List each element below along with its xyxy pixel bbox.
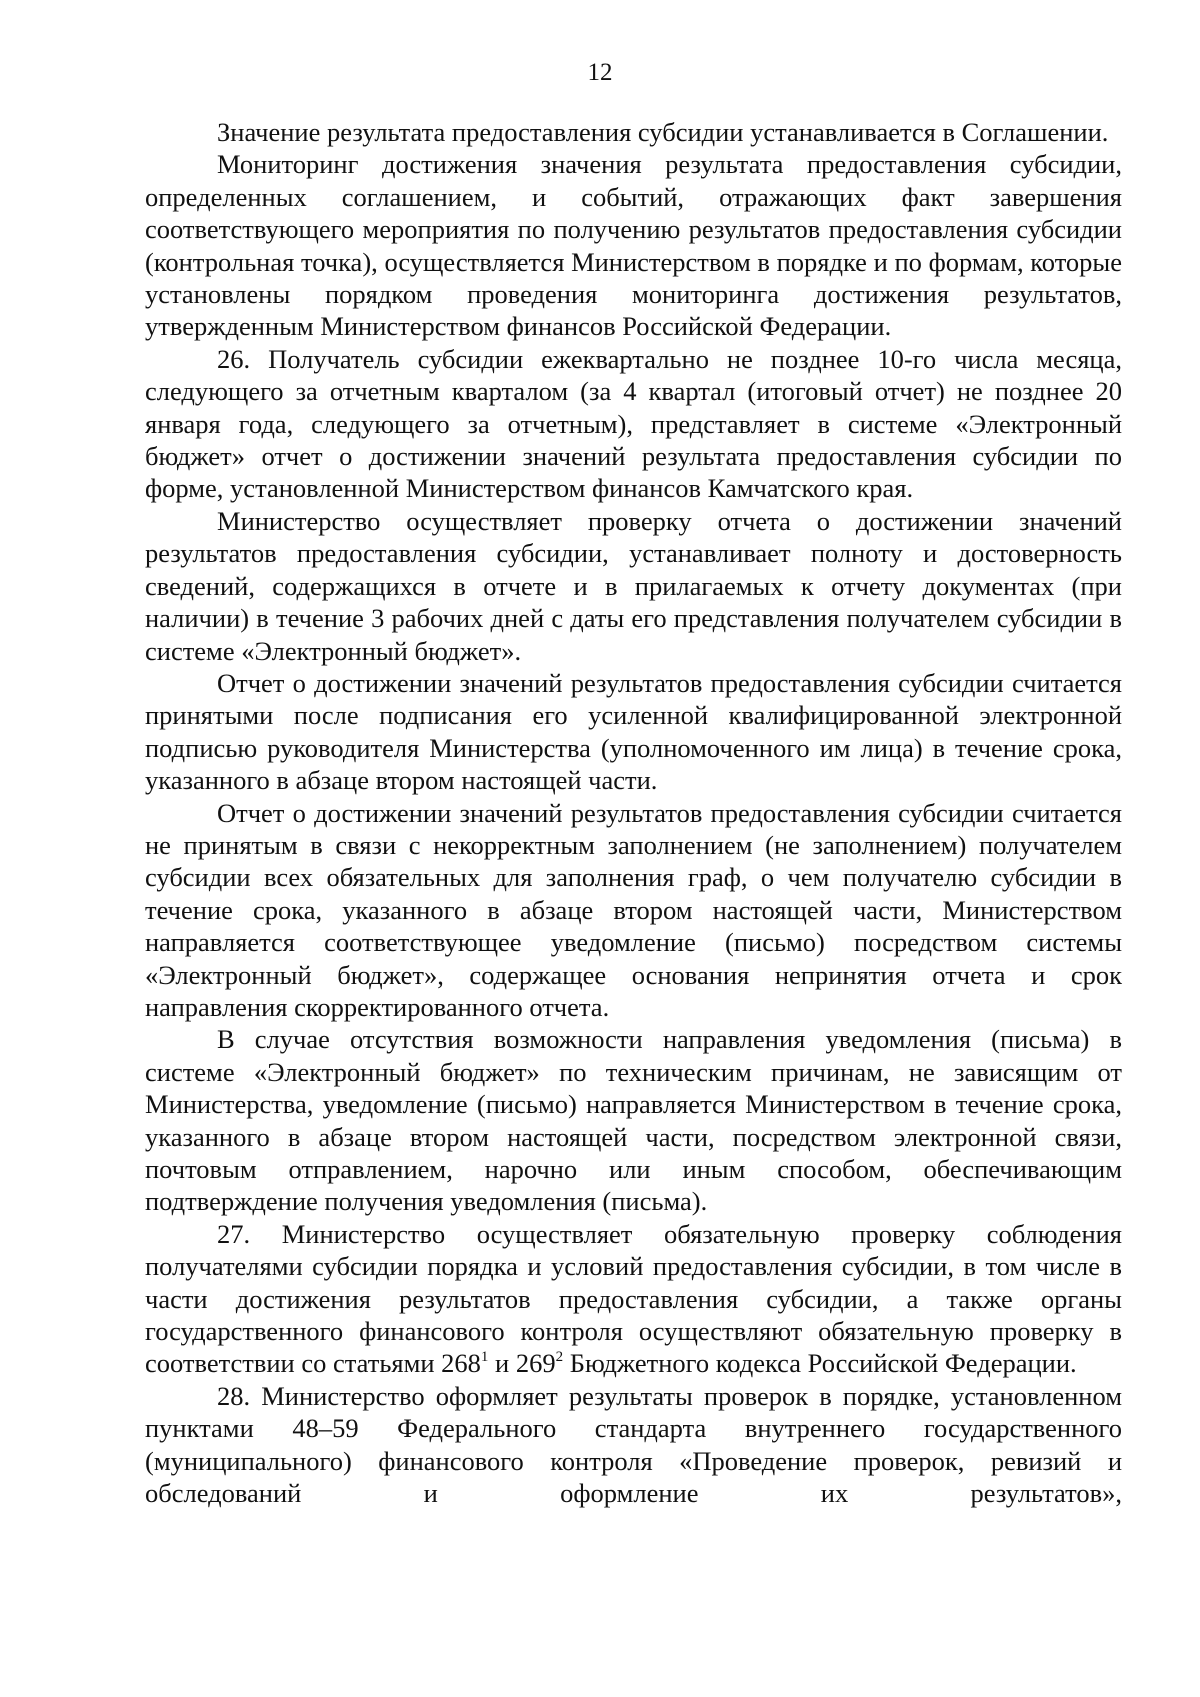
paragraph-report-rejected: Отчет о достижении значений результатов предоставления субсидии считается не принятым в связи с некорректным заполнением (не заполнением) получателем субсидии всех обязательных для заполнения граф, о чем получателю субсидии в течение срока, указанного в абзаце втором настоящей части, Министерством направляется соответствующее уведомление (письмо) посредством системы «Электронный бюджет», содержащее основания непринятия отчета и срок направления скорректированного отчета.	[145, 797, 1122, 1022]
item-27-text-end: Бюджетного кодекса Российской Федерации.	[563, 1348, 1077, 1379]
item-27-text-middle: и 269	[488, 1348, 556, 1379]
paragraph-monitoring: Мониторинг достижения значения результата предоставления субсидии, определенных соглашением, и событий, отражающих факт завершения соответствующего мероприятия по получению результатов предоставления субсидии (контрольная точка), осуществляется Министерством в порядке и по формам, которые установлены порядком проведения мониторинга достижения результатов, утвержденным Министерством финансов Российской Федерации.	[145, 149, 1122, 342]
paragraph-result-value: Значение результата предоставления субсидии устанавливается в Соглашении.	[217, 117, 1109, 147]
page-number: 12	[587, 59, 613, 86]
superscript-1: 1	[480, 1349, 489, 1366]
paragraph-item-27	[145, 1218, 1122, 1380]
paragraph-item-26: 26. Получатель субсидии ежеквартально не позднее 10-го числа месяца, следующего за отчетным кварталом (за 4 квартал (итоговый отчет) не позднее 20 января года, следующего за отчетным), представляет в системе «Электронный бюджет» отчет о достижении значений результата предоставления субсидии по форме, установленной Министерством финансов Камчатского края.	[145, 343, 1122, 504]
superscript-2: 2	[555, 1349, 564, 1366]
paragraph-item-28: 28. Министерство оформляет результаты проверок в порядке, установленном пунктами 48–59 Федерального стандарта внутреннего государственного (муниципального) финансового контроля «Проведение проверок, ревизий и обследований и оформление их результатов»,	[145, 1380, 1122, 1509]
paragraph-report-accepted: Отчет о достижении значений результатов предоставления субсидии считается принятыми после подписания его усиленной квалифицированной электронной подписью руководителя Министерства (уполномоченного им лица) в течение срока, указанного в абзаце втором настоящей части.	[145, 667, 1122, 796]
paragraph-notification: В случае отсутствия возможности направления уведомления (письма) в системе «Электронный бюджет» по техническим причинам, не зависящим от Министерства, уведомление (письмо) направляется Министерством в течение срока, указанного в абзаце втором настоящей части, посредством электронной связи, почтовым отправлением, нарочно или иным способом, обеспечивающим подтверждение получения уведомления (письма).	[145, 1024, 1122, 1217]
document-body	[145, 116, 1122, 1509]
item-27-text-start: 27. Министерство осуществляет обязательную проверку соблюдения получателями субсидии порядка и условий предоставления субсидии, в том числе в части достижения результатов предоставления субсидии, а также органы государственного финансового контроля осуществляют обязательную проверку в соответствии со статьями 268	[145, 1218, 1122, 1379]
paragraph-report-check: Министерство осуществляет проверку отчета о достижении значений результатов предоставления субсидии, устанавливает полноту и достоверность сведений, содержащихся в отчете и в прилагаемых к отчету документах (при наличии) в течение 3 рабочих дней с даты его представления получателем субсидии в системе «Электронный бюджет».	[145, 505, 1122, 666]
